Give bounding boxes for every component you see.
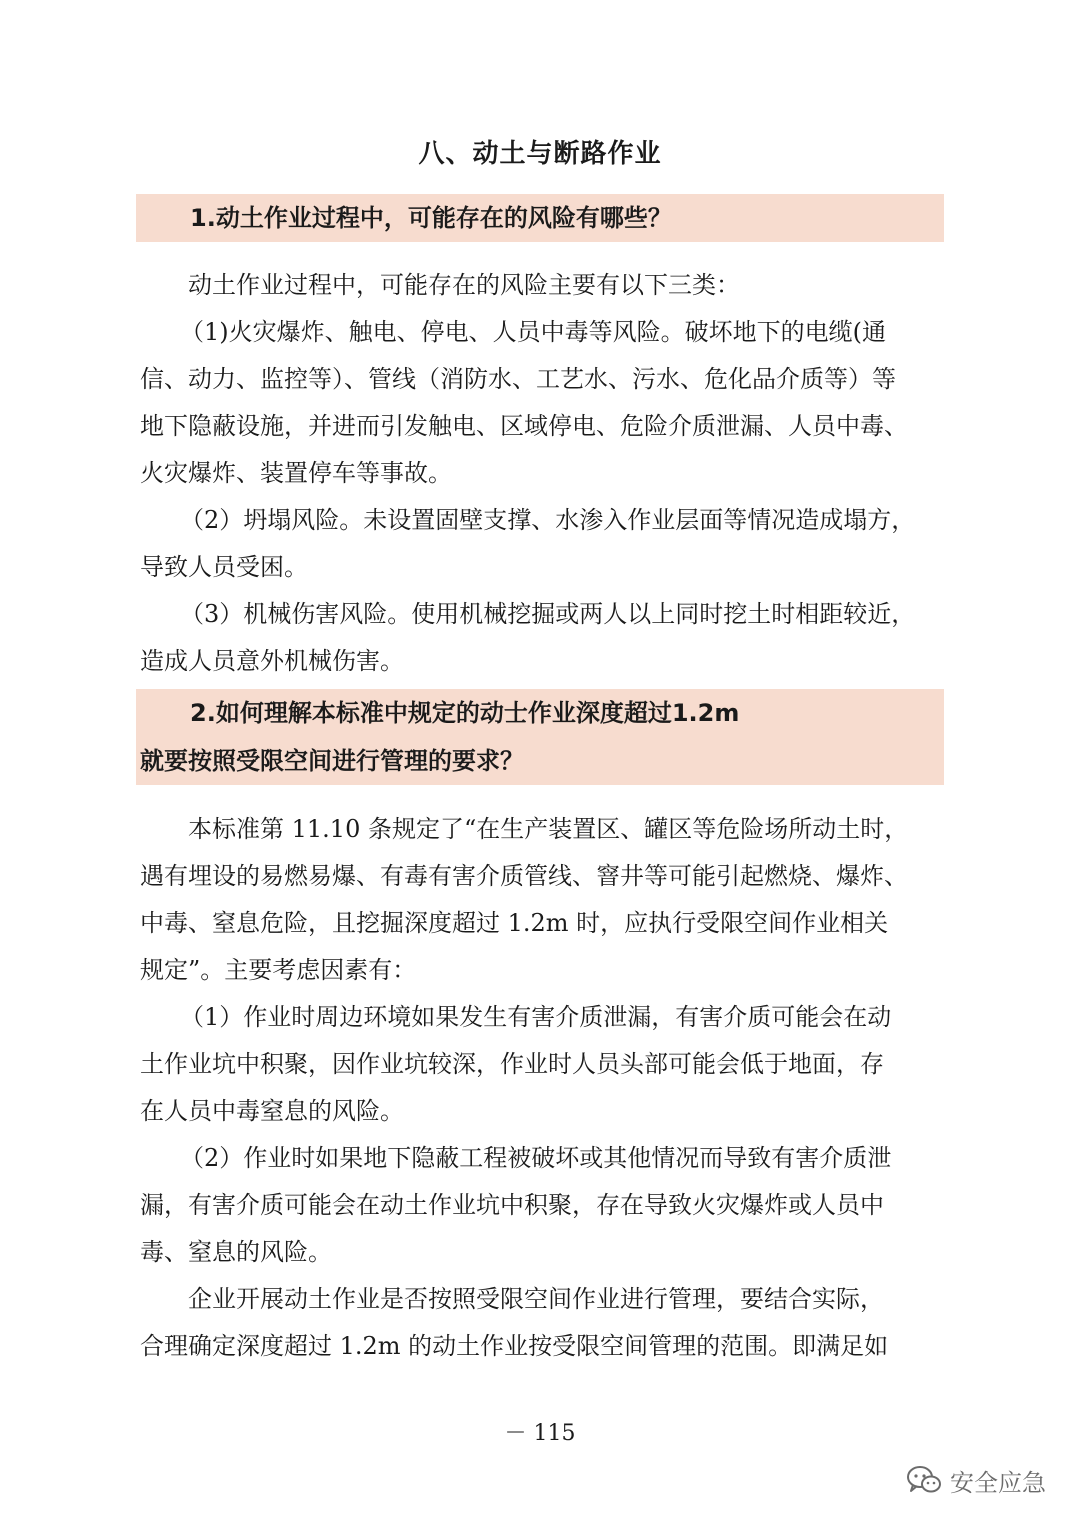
answer-1-line: 导致人员受困。	[140, 553, 308, 581]
answer-2-item-2	[140, 1135, 956, 1276]
question-1-band	[136, 194, 944, 242]
answer-1-line: 动土作业过程中，可能存在的风险主要有以下三类：	[188, 271, 740, 299]
answer-2-line: 规定”。主要考虑因素有：	[140, 956, 417, 984]
page-number: － 115	[504, 1421, 576, 1446]
answer-2-line: 本标准第 11.10 条规定了“在生产装置区、罐区等危险场所动土时，	[188, 815, 909, 843]
answer-1-item-1	[140, 309, 956, 497]
question-1-heading: 1.动土作业过程中，可能存在的风险有哪些？	[190, 204, 672, 232]
answer-2-line: （1）作业时周边环境如果发生有害介质泄漏，有害介质可能会在动	[180, 1003, 892, 1031]
question-2-band	[136, 689, 944, 785]
answer-1-item-3	[140, 591, 956, 685]
answer-2-line: 漏，有害介质可能会在动土作业坑中积聚，存在导致火灾爆炸或人员中	[140, 1191, 884, 1219]
answer-1-line: （3）机械伤害风险。使用机械挖掘或两人以上同时挖土时相距较近，	[180, 600, 916, 628]
answer-2-line: 遇有埋设的易燃易爆、有毒有害介质管线、窨井等可能引起燃烧、爆炸、	[140, 862, 908, 890]
question-2-heading-line-1: 2.如何理解本标准中规定的动士作业深度超过1.2m	[190, 699, 740, 727]
answer-2-line: 在人员中毒窒息的风险。	[140, 1097, 404, 1125]
watermark-label: 安全应急	[950, 1468, 1046, 1497]
answer-2-line: 中毒、窒息危险，且挖掘深度超过 1.2m 时，应执行受限空间作业相关	[140, 909, 889, 937]
answer-1-line: （2）坍塌风险。未设置固壁支撑、水渗入作业层面等情况造成塌方，	[180, 506, 916, 534]
answer-2-line: 合理确定深度超过 1.2m 的动土作业按受限空间管理的范围。即满足如	[140, 1332, 889, 1360]
answer-1-intro	[140, 262, 956, 309]
wechat-icon	[906, 1465, 942, 1495]
answer-1-line: 火灾爆炸、装置停车等事故。	[140, 459, 452, 487]
answer-2-line: 土作业坑中积聚，因作业坑较深，作业时人员头部可能会低于地面，存	[140, 1050, 884, 1078]
answer-1-line: 造成人员意外机械伤害。	[140, 647, 404, 675]
answer-1-line: （1)火灾爆炸、触电、停电、人员中毒等风险。破坏地下的电缆(通	[180, 318, 886, 346]
answer-1-line: 地下隐蔽设施，并进而引发触电、区域停电、危险介质泄漏、人员中毒、	[140, 412, 908, 440]
answer-2-conclusion	[140, 1276, 956, 1370]
answer-2-intro	[140, 806, 956, 994]
page-title: 八、动土与断路作业	[418, 139, 662, 169]
question-2-heading-line-2: 就要按照受限空间进行管理的要求？	[140, 747, 524, 775]
answer-2-line: 毒、窒息的风险。	[140, 1238, 332, 1266]
answer-1-item-2	[140, 497, 956, 591]
answer-2-line: （2）作业时如果地下隐蔽工程被破坏或其他情况而导致有害介质泄	[180, 1144, 892, 1172]
watermark	[906, 1460, 1046, 1500]
answer-1-line: 信、动力、监控等）、管线（消防水、工艺水、污水、危化品介质等）等	[140, 365, 896, 393]
answer-2-line: 企业开展动土作业是否按照受限空间作业进行管理，要结合实际，	[188, 1285, 884, 1313]
answer-2-item-1	[140, 994, 956, 1135]
